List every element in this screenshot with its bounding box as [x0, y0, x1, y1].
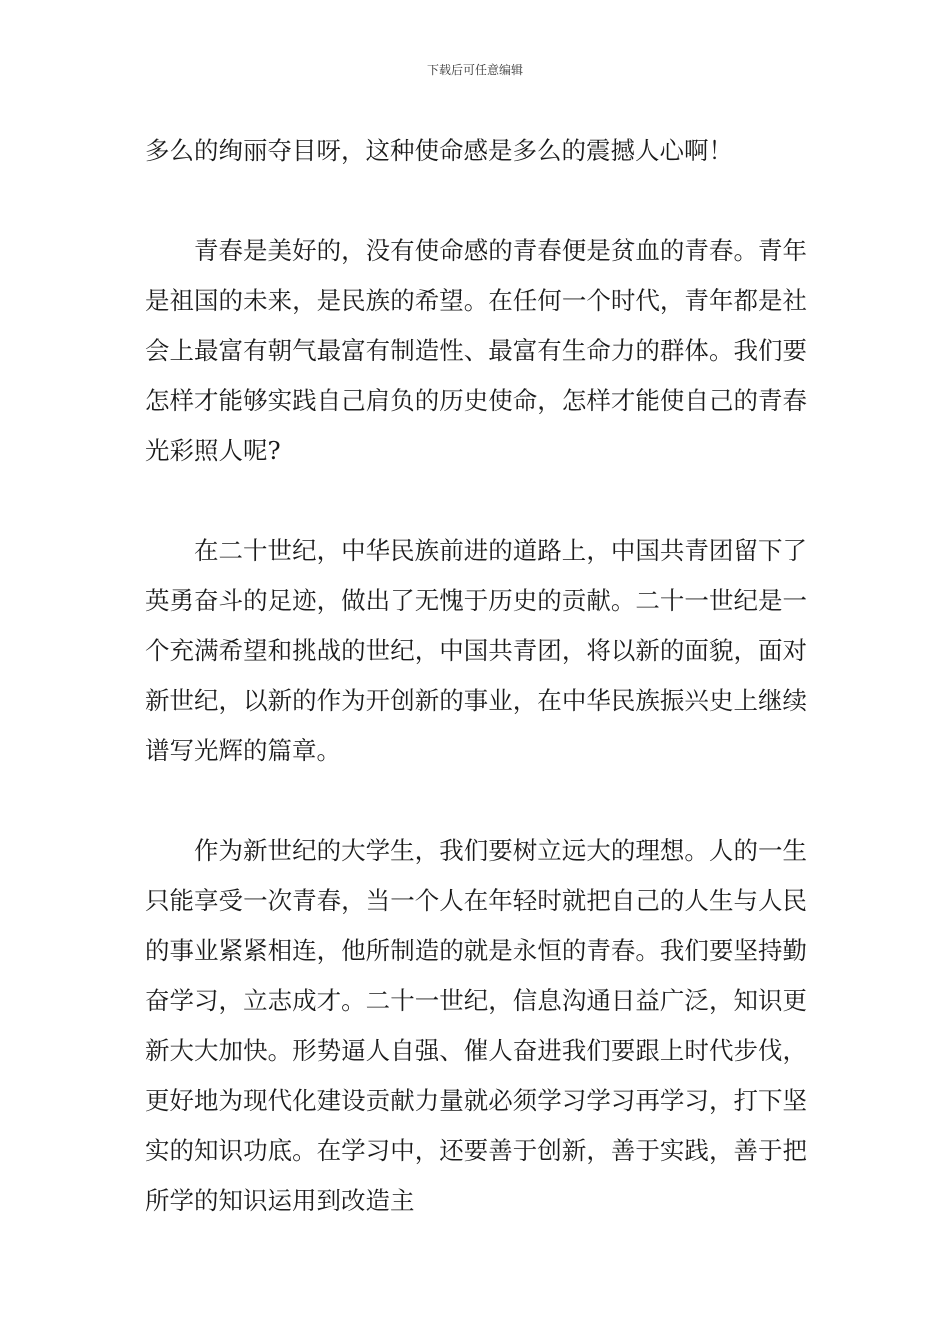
page-header-note: 下载后可任意编辑 — [426, 63, 523, 77]
paragraph-youth-mission: 青春是美好的，没有使命感的青春便是贫血的青春。青年是祖国的未来，是民族的希望。在任何一个时代，青年都是社会上最富有朝气最富有制造性、最富有生命力的群体。我们要怎样才能够实践自己肩负的历史使命，怎样才能使自己的青春光彩照人呢? — [145, 236, 807, 465]
paragraph-continuation: 多么的绚丽夺目呀，这种使命感是多么的震撼人心啊！ — [145, 136, 733, 165]
paragraph-spacer — [145, 476, 807, 526]
paragraph-student-ideals: 作为新世纪的大学生，我们要树立远大的理想。人的一生只能享受一次青春，当一个人在年轻时就把自己的人生与人民的事业紧紧相连，他所制造的就是永恒的青春。我们要坚持勤奋学习，立志成才。二十一世纪，信息沟通日益广泛，知识更新大大加快。形势逼人自强、催人奋进我们要跟上时代步伐，更好地为现代化建设贡献力量就必须学习学习再学习，打下坚实的知识功底。在学习中，还要善于创新，善于实践，善于把所学的知识运用到改造主 — [145, 836, 807, 1215]
paragraph-spacer — [145, 176, 807, 226]
paragraph-youth-league-history: 在二十世纪，中华民族前进的道路上，中国共青团留下了英勇奋斗的足迹，做出了无愧于历史的贡献。二十一世纪是一个充满希望和挑战的世纪，中国共青团，将以新的面貌，面对新世纪，以新的作为开创新的事业，在中华民族振兴史上继续谱写光辉的篇章。 — [145, 536, 807, 765]
paragraph-spacer — [145, 776, 807, 826]
document-body — [145, 126, 807, 1226]
